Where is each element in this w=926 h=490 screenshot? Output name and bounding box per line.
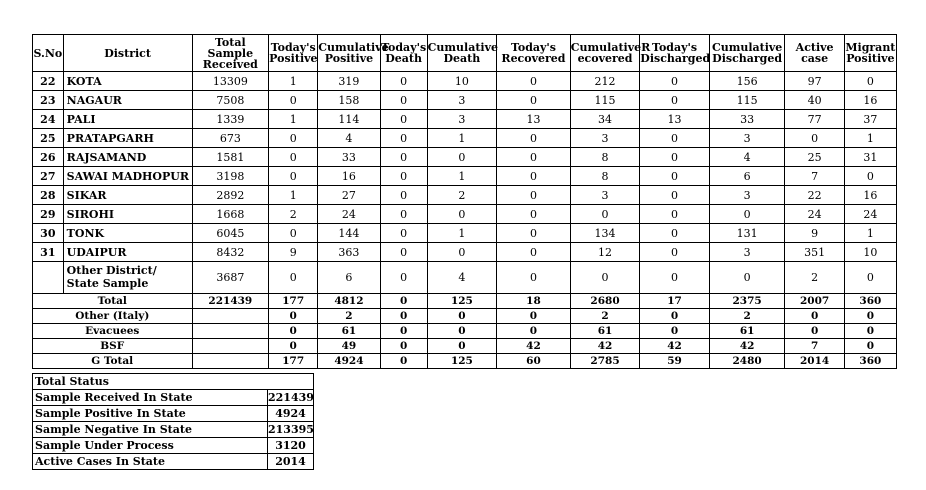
table-cell: 2 [785, 262, 844, 294]
table-cell: 10 [844, 243, 896, 262]
table-cell: 363 [318, 243, 380, 262]
table-cell: 0 [380, 294, 427, 309]
table-cell: 42 [640, 339, 710, 354]
table-cell: 0 [380, 262, 427, 294]
table-cell: 0 [497, 186, 571, 205]
summary-label: G Total [33, 354, 193, 369]
table-cell: 0 [497, 243, 571, 262]
table-cell: 221439 [192, 294, 269, 309]
table-cell: 156 [709, 72, 785, 91]
summary-row [33, 339, 897, 354]
status-label: Sample Under Process [33, 438, 268, 454]
table-cell: 61 [318, 324, 380, 339]
table-cell: 3 [709, 243, 785, 262]
table-cell: 144 [318, 224, 380, 243]
table-cell: 4 [709, 148, 785, 167]
table-cell: 0 [427, 324, 497, 339]
column-header: Today's Death [380, 35, 427, 72]
table-cell: 0 [640, 167, 710, 186]
table-cell: 16 [844, 186, 896, 205]
status-value: 3120 [268, 438, 314, 454]
summary-label: Evacuees [33, 324, 193, 339]
district-name: SIROHI [63, 205, 192, 224]
table-cell: 0 [640, 205, 710, 224]
table-cell: 6 [709, 167, 785, 186]
table-cell: 0 [427, 309, 497, 324]
table-cell: 49 [318, 339, 380, 354]
status-label: Sample Negative In State [33, 422, 268, 438]
status-label: Sample Received In State [33, 390, 268, 406]
table-cell: 25 [785, 148, 844, 167]
table-row [33, 148, 897, 167]
table-cell: 10 [427, 72, 497, 91]
table-cell: 0 [640, 72, 710, 91]
table-cell: 0 [640, 186, 710, 205]
table-cell: 0 [427, 148, 497, 167]
table-cell: 9 [785, 224, 844, 243]
column-header: Today's Recovered [497, 35, 571, 72]
table-cell: 2680 [570, 294, 640, 309]
table-cell: 0 [497, 262, 571, 294]
serial-number: 30 [33, 224, 64, 243]
column-header: Total Sample Received [192, 35, 269, 72]
table-cell: 0 [269, 339, 318, 354]
table-cell: 12 [570, 243, 640, 262]
district-name: NAGAUR [63, 91, 192, 110]
table-cell: 0 [640, 129, 710, 148]
table-cell: 0 [380, 205, 427, 224]
serial-number: 27 [33, 167, 64, 186]
table-cell: 42 [570, 339, 640, 354]
table-cell: 0 [844, 167, 896, 186]
table-cell: 2 [570, 309, 640, 324]
column-header: S.No [33, 35, 64, 72]
table-cell: 42 [709, 339, 785, 354]
table-cell: 0 [497, 224, 571, 243]
table-cell: 24 [785, 205, 844, 224]
table-row [33, 167, 897, 186]
table-cell: 13309 [192, 72, 269, 91]
table-cell: 0 [785, 309, 844, 324]
table-row [33, 186, 897, 205]
district-name: SAWAI MADHOPUR [63, 167, 192, 186]
column-header: Active case [785, 35, 844, 72]
column-header: CumulativeR ecovered [570, 35, 640, 72]
status-row [33, 406, 314, 422]
table-cell: 0 [269, 309, 318, 324]
status-value: 4924 [268, 406, 314, 422]
table-cell: 1 [844, 224, 896, 243]
table-cell: 1668 [192, 205, 269, 224]
serial-number: 23 [33, 91, 64, 110]
table-cell: 2 [269, 205, 318, 224]
table-cell: 22 [785, 186, 844, 205]
table-cell: 1581 [192, 148, 269, 167]
table-cell: 0 [380, 129, 427, 148]
table-cell: 0 [269, 167, 318, 186]
table-cell: 61 [570, 324, 640, 339]
table-cell: 42 [497, 339, 571, 354]
table-cell: 6045 [192, 224, 269, 243]
table-cell: 0 [709, 262, 785, 294]
table-cell: 7 [785, 167, 844, 186]
table-cell: 3687 [192, 262, 269, 294]
table-cell: 7508 [192, 91, 269, 110]
column-header: Today's Positive [269, 35, 318, 72]
table-cell: 0 [844, 72, 896, 91]
table-row [33, 91, 897, 110]
summary-label: Total [33, 294, 193, 309]
table-cell: 1 [427, 167, 497, 186]
table-cell [192, 324, 269, 339]
summary-row [33, 294, 897, 309]
table-cell: 0 [380, 243, 427, 262]
summary-label: Other (Italy) [33, 309, 193, 324]
table-cell: 0 [427, 205, 497, 224]
table-cell: 2014 [785, 354, 844, 369]
district-name: SIKAR [63, 186, 192, 205]
table-cell: 4 [318, 129, 380, 148]
status-row [33, 454, 314, 470]
serial-number: 24 [33, 110, 64, 129]
table-cell: 59 [640, 354, 710, 369]
district-name: Other District/ State Sample [63, 262, 192, 294]
table-cell: 0 [497, 205, 571, 224]
table-cell: 0 [844, 324, 896, 339]
table-cell: 0 [844, 339, 896, 354]
table-cell: 3 [570, 129, 640, 148]
district-name: PALI [63, 110, 192, 129]
table-cell: 2 [427, 186, 497, 205]
status-row [33, 438, 314, 454]
district-name: UDAIPUR [63, 243, 192, 262]
table-cell: 0 [497, 129, 571, 148]
table-cell: 4 [427, 262, 497, 294]
table-cell: 3198 [192, 167, 269, 186]
table-cell: 131 [709, 224, 785, 243]
table-cell: 0 [269, 262, 318, 294]
table-cell: 0 [380, 91, 427, 110]
column-header: Cumulative Positive [318, 35, 380, 72]
table-cell: 6 [318, 262, 380, 294]
table-cell: 2 [318, 309, 380, 324]
status-row [33, 390, 314, 406]
table-cell [192, 354, 269, 369]
table-cell: 0 [640, 224, 710, 243]
table-cell: 0 [497, 148, 571, 167]
status-value: 2014 [268, 454, 314, 470]
table-cell: 60 [497, 354, 571, 369]
total-status-table [32, 373, 314, 470]
status-title: Total Status [33, 374, 314, 390]
table-cell: 0 [844, 309, 896, 324]
table-cell: 319 [318, 72, 380, 91]
table-cell: 1 [269, 110, 318, 129]
status-row [33, 422, 314, 438]
table-cell: 24 [318, 205, 380, 224]
table-cell: 0 [640, 309, 710, 324]
table-cell: 115 [570, 91, 640, 110]
table-row [33, 243, 897, 262]
table-cell: 0 [380, 309, 427, 324]
table-row [33, 129, 897, 148]
district-table [32, 34, 897, 369]
other-district-row [33, 262, 897, 294]
table-cell: 0 [380, 148, 427, 167]
district-name: PRATAPGARH [63, 129, 192, 148]
table-cell: 0 [497, 309, 571, 324]
table-cell: 0 [269, 148, 318, 167]
table-cell: 16 [844, 91, 896, 110]
table-cell: 1339 [192, 110, 269, 129]
table-cell: 8 [570, 167, 640, 186]
table-cell: 33 [709, 110, 785, 129]
status-title-row [33, 374, 314, 390]
table-cell: 0 [380, 224, 427, 243]
table-cell: 3 [709, 129, 785, 148]
table-cell: 0 [640, 148, 710, 167]
table-cell: 0 [380, 167, 427, 186]
serial-number: 26 [33, 148, 64, 167]
serial-number: 28 [33, 186, 64, 205]
column-header: District [63, 35, 192, 72]
column-header: Cumulative Death [427, 35, 497, 72]
table-row [33, 224, 897, 243]
district-name: KOTA [63, 72, 192, 91]
table-cell: 2892 [192, 186, 269, 205]
table-cell: 33 [318, 148, 380, 167]
table-cell: 3 [427, 91, 497, 110]
table-cell: 8432 [192, 243, 269, 262]
table-cell: 673 [192, 129, 269, 148]
serial-number: 31 [33, 243, 64, 262]
status-label: Sample Positive In State [33, 406, 268, 422]
table-cell: 0 [497, 91, 571, 110]
table-cell: 0 [709, 205, 785, 224]
table-cell: 2375 [709, 294, 785, 309]
table-cell: 0 [427, 339, 497, 354]
table-cell: 2 [709, 309, 785, 324]
table-cell: 3 [709, 186, 785, 205]
table-cell: 2480 [709, 354, 785, 369]
table-cell: 77 [785, 110, 844, 129]
table-row [33, 205, 897, 224]
table-cell: 1 [427, 224, 497, 243]
table-cell: 177 [269, 354, 318, 369]
table-cell: 0 [785, 324, 844, 339]
table-cell: 27 [318, 186, 380, 205]
table-cell: 4812 [318, 294, 380, 309]
table-cell: 0 [640, 262, 710, 294]
serial-number: 29 [33, 205, 64, 224]
table-cell: 40 [785, 91, 844, 110]
table-cell: 0 [640, 91, 710, 110]
table-cell: 3 [427, 110, 497, 129]
table-cell: 0 [497, 167, 571, 186]
table-cell [192, 339, 269, 354]
table-cell: 212 [570, 72, 640, 91]
table-row [33, 72, 897, 91]
table-cell: 0 [640, 243, 710, 262]
summary-row [33, 309, 897, 324]
summary-row [33, 354, 897, 369]
table-cell: 4924 [318, 354, 380, 369]
table-row [33, 110, 897, 129]
summary-label: BSF [33, 339, 193, 354]
table-cell: 115 [709, 91, 785, 110]
column-header: Cumulative Discharged [709, 35, 785, 72]
table-cell: 0 [570, 205, 640, 224]
table-cell: 1 [844, 129, 896, 148]
table-cell: 61 [709, 324, 785, 339]
serial-number [33, 262, 64, 294]
table-cell: 0 [497, 324, 571, 339]
table-cell: 0 [380, 72, 427, 91]
table-cell: 0 [380, 324, 427, 339]
table-cell: 34 [570, 110, 640, 129]
table-cell: 177 [269, 294, 318, 309]
table-cell: 16 [318, 167, 380, 186]
table-cell: 0 [785, 129, 844, 148]
table-cell: 0 [497, 72, 571, 91]
table-cell: 13 [497, 110, 571, 129]
table-cell: 351 [785, 243, 844, 262]
column-header: Today's Discharged [640, 35, 710, 72]
table-cell: 9 [269, 243, 318, 262]
table-cell [192, 309, 269, 324]
table-cell: 125 [427, 354, 497, 369]
status-value: 221439 [268, 391, 314, 404]
table-cell: 0 [269, 224, 318, 243]
table-cell: 125 [427, 294, 497, 309]
serial-number: 25 [33, 129, 64, 148]
table-cell: 158 [318, 91, 380, 110]
table-cell: 0 [269, 91, 318, 110]
district-name: TONK [63, 224, 192, 243]
table-cell: 3 [570, 186, 640, 205]
table-cell: 31 [844, 148, 896, 167]
table-cell: 360 [844, 354, 896, 369]
table-cell: 134 [570, 224, 640, 243]
table-cell: 17 [640, 294, 710, 309]
status-value: 213395 [268, 423, 314, 436]
district-name: RAJSAMAND [63, 148, 192, 167]
status-label: Active Cases In State [33, 454, 268, 470]
table-cell: 97 [785, 72, 844, 91]
table-cell: 0 [427, 243, 497, 262]
table-cell: 13 [640, 110, 710, 129]
header-row [33, 35, 897, 72]
table-cell: 2785 [570, 354, 640, 369]
table-cell: 1 [269, 72, 318, 91]
table-cell: 0 [570, 262, 640, 294]
table-cell: 114 [318, 110, 380, 129]
table-cell: 18 [497, 294, 571, 309]
table-cell: 24 [844, 205, 896, 224]
table-cell: 0 [380, 186, 427, 205]
table-cell: 2007 [785, 294, 844, 309]
table-cell: 1 [427, 129, 497, 148]
table-cell: 0 [380, 354, 427, 369]
column-header: Migrant Positive [844, 35, 896, 72]
table-cell: 0 [380, 339, 427, 354]
table-cell: 0 [844, 262, 896, 294]
table-cell: 0 [269, 324, 318, 339]
table-cell: 360 [844, 294, 896, 309]
table-cell: 0 [640, 324, 710, 339]
table-cell: 1 [269, 186, 318, 205]
table-cell: 0 [269, 129, 318, 148]
table-cell: 37 [844, 110, 896, 129]
serial-number: 22 [33, 72, 64, 91]
table-cell: 0 [380, 110, 427, 129]
table-cell: 7 [785, 339, 844, 354]
summary-row [33, 324, 897, 339]
table-cell: 8 [570, 148, 640, 167]
